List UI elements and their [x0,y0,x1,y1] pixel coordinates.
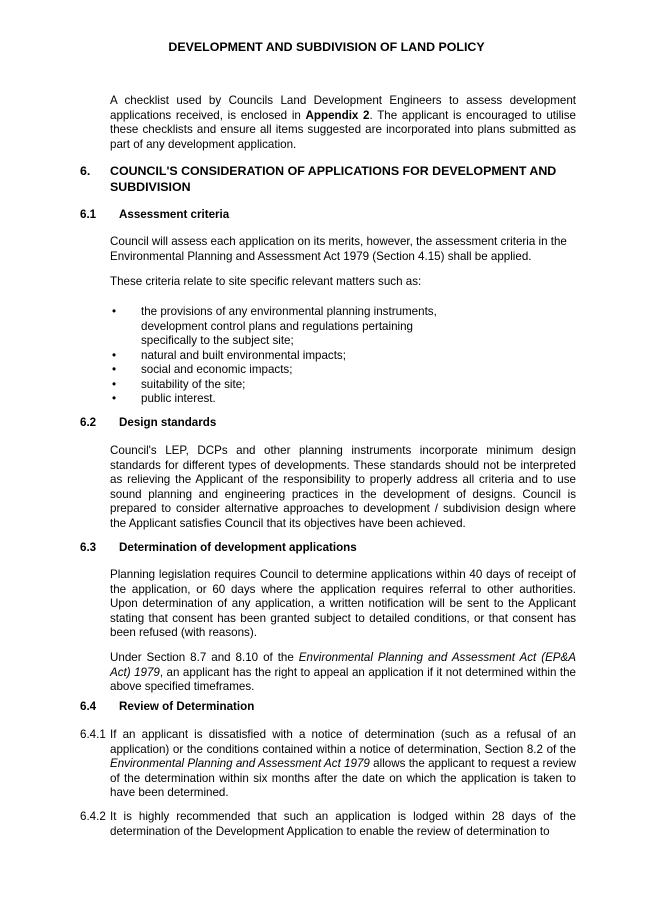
list-item: • social and economic impacts; [110,363,450,378]
section-6-2-number: 6.2 [80,416,97,429]
clause-6-4-2-number: 6.4.2 [80,810,106,823]
section-6-1-paragraph-1: Council will assess each application on its merits, however, the assessment criteria in the Environmental Planning and Assessment Act 1979 (Section 4.15) shall be applied. [110,235,567,263]
section-6-3-paragraph-1: Planning legislation requires Council to determine applications within 40 days of receipt of the application, or 60 days where the application requires referral to other authorities. Upon determination of any application, a written notification will be sent to the Applicant stating that consent has been granted subject to detailed conditions, or that consent has been refused (with reasons). [110,568,576,639]
act-name: Environmental Planning and Assessment Act (EP&A Act) 1979 [110,651,577,679]
intro-paragraph [110,94,576,152]
clause-6-4-1-number: 6.4.1 [80,728,106,741]
section-6-3-paragraph-2 [110,651,576,695]
appendix-reference: Appendix 2 [305,108,370,122]
section-6-3-number: 6.3 [80,541,97,554]
intro-text-end: . The applicant is encouraged to utilise these checklists and ensure all items suggested are incorporated into plans submitted as part of any development application. [110,108,576,151]
list-item: • the provisions of any environmental planning instruments, development control plans and regulations pertaining specifically to the subject site; [110,305,450,349]
section-6-4-title: Review of Determination [119,700,255,713]
section-6-1-paragraph-2: These criteria relate to site specific relevant matters such as: [110,275,422,288]
clause-6-4-1-start: If an applicant is dissatisfied with a notice of determination (such as a refusal of an application) or the conditions contained within a notice of determination, Section 8.2 of the [110,728,576,756]
intro-text-start: A checklist used by Councils Land Development Engineers to assess development applications received, is enclosed in [110,94,576,122]
section-6-number: 6. [80,164,91,178]
list-item: • suitability of the site; [110,378,450,393]
list-item: • public interest. [110,392,450,407]
assessment-criteria-list [110,305,450,407]
clause-6-4-1-end: allows the applicant to request a review of the determination within six months after the date on which the application is taken to have been determined. [110,757,576,799]
section-6-4-number: 6.4 [80,700,97,713]
list-item: • natural and built environmental impacts; [110,349,450,364]
section-6-title: COUNCIL'S CONSIDERATION OF APPLICATIONS FOR DEVELOPMENT AND SUBDIVISION [110,164,557,194]
section-6-2-title: Design standards [119,416,217,429]
appeal-text-start: Under Section 8.7 and 8.10 of the [110,651,299,664]
page-title: DEVELOPMENT AND SUBDIVISION OF LAND POLICY [168,40,485,54]
act-name: Environmental Planning and Assessment Act 1979 [110,757,370,770]
clause-6-4-2-text: It is highly recommended that such an application is lodged within 28 days of the determination of the Development Application to enable the review of determination to [110,810,576,838]
section-6-2-paragraph: Council's LEP, DCPs and other planning instruments incorporate minimum design standards for different types of developments. These standards should not be interpreted as relieving the Applicant of the responsibility to properly address all criteria and to use sound planning and engineering practices in the development of designs. Council is prepared to consider alternative approaches to development / subdivision design where the Applicant satisfies Council that its objectives have been achieved. [110,444,576,530]
appeal-text-end: , an applicant has the right to appeal an application if it not determined within the above specified timeframes. [110,665,576,693]
clause-6-4-1-text [110,728,576,801]
section-6-1-title: Assessment criteria [119,208,230,221]
section-6-3-title: Determination of development applications [119,541,357,554]
section-6-1-number: 6.1 [80,208,97,221]
